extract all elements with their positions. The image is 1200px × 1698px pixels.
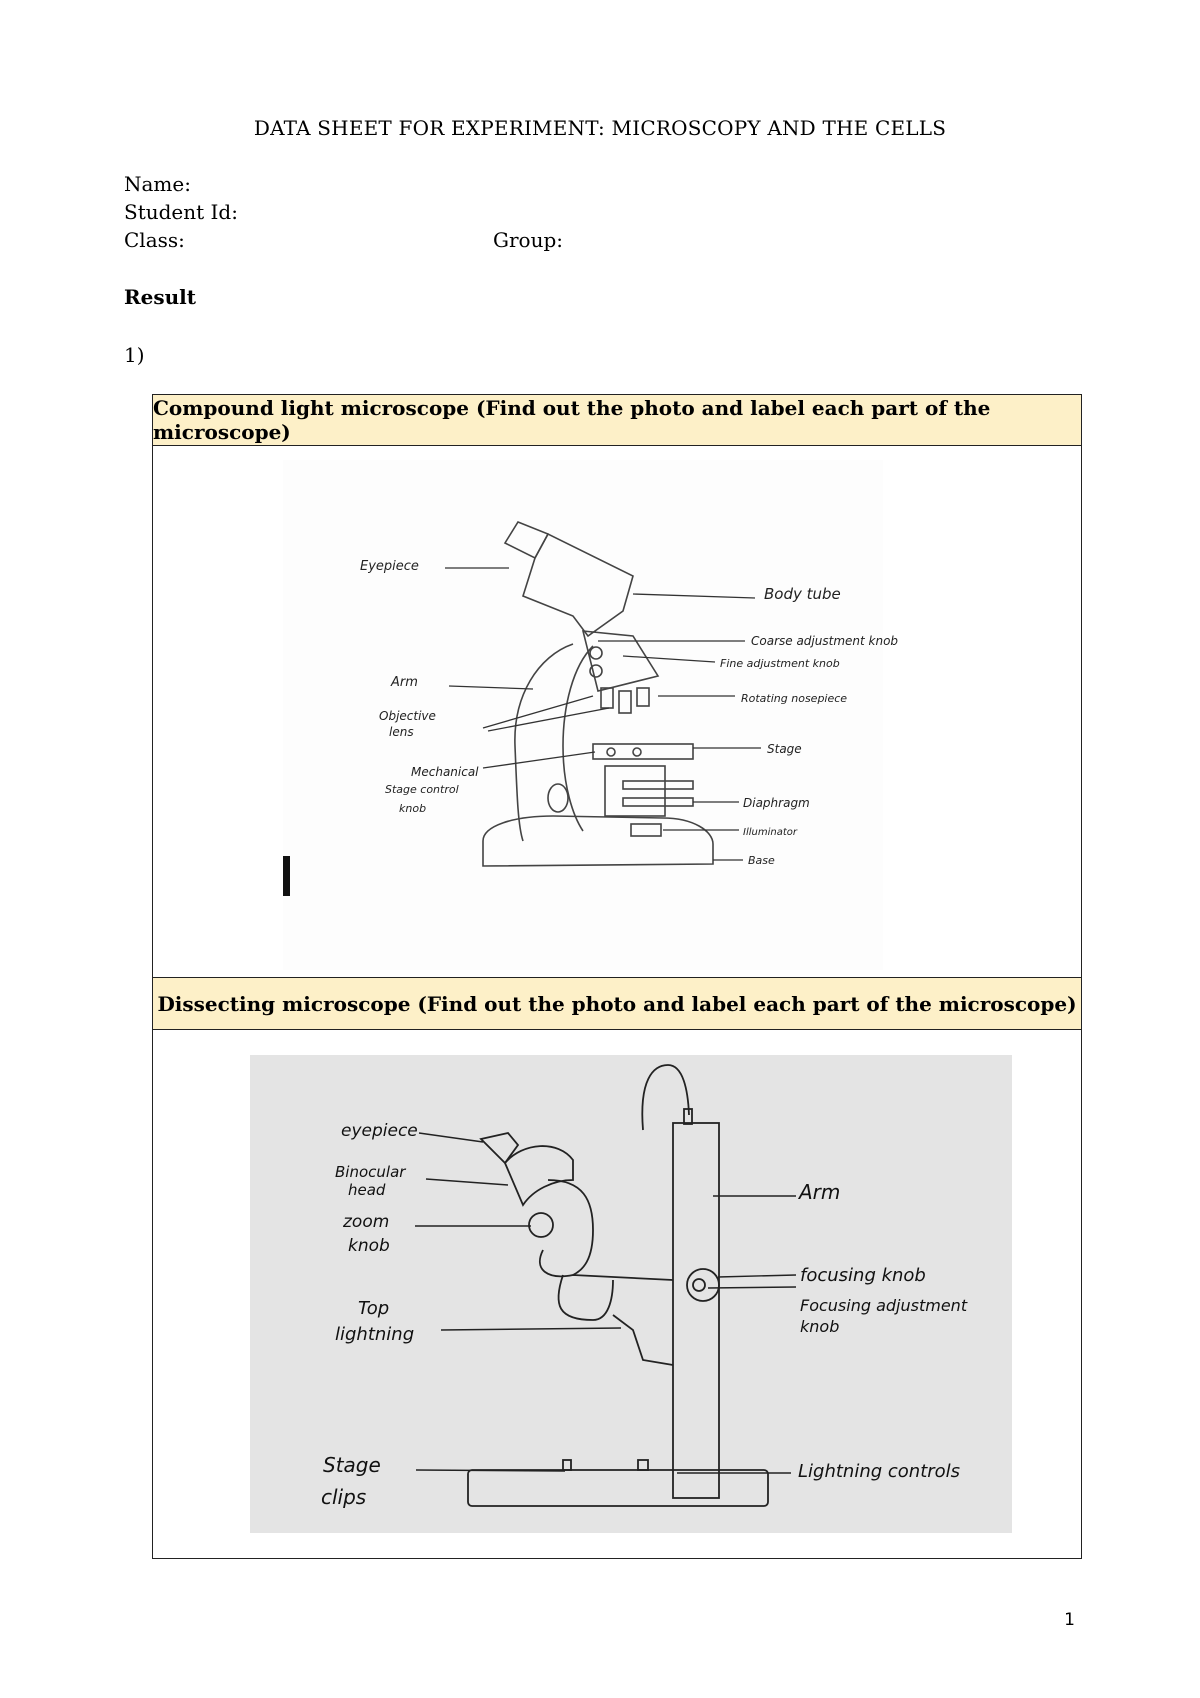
label-focusing-adjustment: Focusing adjustment: [800, 1296, 968, 1315]
label-lightning-controls: Lightning controls: [798, 1461, 961, 1482]
label-eyepiece: Eyepiece: [360, 559, 419, 574]
dissecting-header: Dissecting microscope (Find out the photo and label each part of the microscope): [152, 977, 1082, 1030]
page-number: 1: [1064, 1610, 1075, 1630]
label-zoom: zoom: [343, 1212, 390, 1232]
label-focusing-adjustment-knob: knob: [800, 1317, 840, 1336]
label-mechanical: Mechanical: [411, 765, 479, 779]
label-objective-lens: lens: [389, 725, 414, 739]
label-stage-control: Stage control: [385, 783, 459, 796]
result-heading: Result: [124, 285, 196, 309]
label-fine-adjustment: Fine adjustment knob: [720, 657, 840, 670]
label-head: head: [348, 1181, 386, 1199]
label-body-tube: Body tube: [764, 585, 841, 603]
label-rotating-nosepiece: Rotating nosepiece: [741, 692, 848, 705]
label-arm: Arm: [391, 675, 418, 690]
label-objective: Objective: [379, 709, 436, 723]
label-stage: Stage: [323, 1453, 381, 1477]
compound-header: Compound light microscope (Find out the photo and label each part of the microscope): [152, 394, 1082, 446]
question-number: 1): [124, 343, 145, 367]
label-lightning: lightning: [335, 1324, 415, 1345]
label-illuminator: Illuminator: [743, 827, 797, 838]
label-zoom-knob: knob: [348, 1236, 390, 1256]
compound-image-cell: [152, 445, 1082, 978]
label-top: Top: [358, 1298, 390, 1319]
label-stage: Stage: [767, 742, 802, 756]
name-label: Name:: [124, 172, 191, 196]
class-label: Class:: [124, 228, 185, 252]
label-focusing-knob: focusing knob: [800, 1265, 926, 1286]
label-binocular: Binocular: [335, 1163, 406, 1181]
dissecting-microscope-drawing: [153, 1030, 1080, 1557]
dissecting-image-cell: [152, 1029, 1082, 1559]
label-coarse-adjustment: Coarse adjustment knob: [751, 634, 899, 648]
label-clips: clips: [321, 1485, 367, 1509]
student-id-label: Student Id:: [124, 200, 238, 224]
label-eyepiece: eyepiece: [341, 1121, 418, 1141]
page-title: DATA SHEET FOR EXPERIMENT: MICROSCOPY AND THE CELLS: [253, 116, 947, 140]
group-label: Group:: [493, 228, 563, 252]
label-base: Base: [748, 854, 775, 867]
label-diaphragm: Diaphragm: [743, 796, 810, 810]
compound-microscope-drawing: [153, 446, 1080, 976]
label-knob: knob: [399, 802, 427, 815]
label-arm: Arm: [799, 1180, 841, 1204]
